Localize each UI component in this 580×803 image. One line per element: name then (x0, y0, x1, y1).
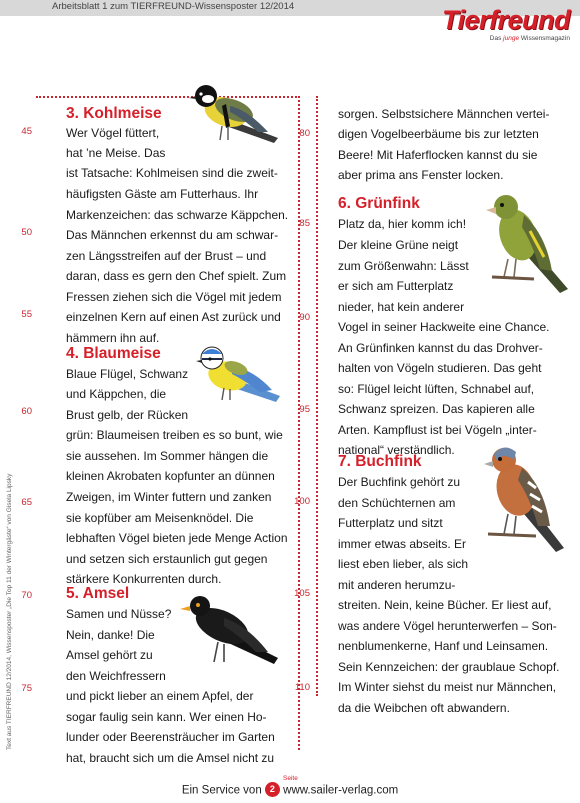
text-line: Das Männchen erkennst du am schwar- (66, 228, 279, 242)
text-line: mit anderen herumzu- (338, 578, 456, 592)
text-line: grün: Blaumeisen treiben es so bunt, wie (66, 428, 283, 442)
text-line: sie kopfüber am Meisenknödel. Die (66, 511, 254, 525)
text-line: den Weichfressern (66, 669, 166, 683)
heading-amsel: 5. Amsel (66, 585, 130, 602)
text-line: halten von Vögeln studieren. Das geht (338, 361, 542, 375)
text-line: Beere! Mit Haferflocken kannst du sie (338, 148, 538, 162)
text-line: aber prima ans Fenster locken. (338, 168, 504, 182)
text-line: und pickt lieber an einem Apfel, der (66, 689, 254, 703)
text-line: lunder oder Beerensträucher im Garten (66, 730, 275, 744)
line-number: 45 (21, 126, 32, 137)
text-line: zum Größenwahn: Lässt (338, 259, 469, 273)
line-number: 60 (21, 406, 32, 417)
text-line: ist Tatsache: Kohlmeisen sind die zweit- (66, 166, 278, 180)
line-number: 50 (21, 227, 32, 238)
text-line: Der Buchfink gehört zu (338, 475, 461, 489)
text-line: digen Vogelbeerbäume bis zur letzten (338, 127, 539, 141)
heading-gruenfink: 6. Grünfink (338, 195, 420, 212)
text-line: Brust gelb, der Rücken (66, 408, 189, 422)
kohlmeise-bird-illustration (186, 80, 282, 148)
text-line: Samen und Nüsse? (66, 607, 172, 621)
text-line: Wer Vögel füttert, (66, 126, 160, 140)
text-line: Blaue Flügel, Schwanz (66, 367, 189, 381)
buchfink-bird-illustration (474, 438, 574, 554)
text-line: Zweigen, im Winter futtern und zanken (66, 490, 272, 504)
text-line: immer etwas abseits. Er (338, 537, 467, 551)
logo-tagline: Das junge Wissensmagazin (489, 35, 570, 42)
text-line: was andere Vögel herunterwerfen – Son- (338, 619, 557, 633)
text-line: und Käppchen, die (66, 387, 167, 401)
text-line: Amsel gehört zu (66, 648, 153, 662)
text-line: und setzen sich erstaunlich gut gegen (66, 552, 268, 566)
source-credit: Text aus TIERFREUND 12/2014, Wissensposter „Die Top 11 der Wintergäste“ von Gisela Lipsky (6, 473, 13, 750)
text-line: streiten. Nein, keine Bücher. Er liest auf, (338, 598, 552, 612)
text-line: Platz da, hier komm ich! (338, 217, 467, 231)
text-line: sogar faulig sein kann. Wer einen Ho- (66, 710, 267, 724)
heading-kohlmeise: 3. Kohlmeise (66, 105, 162, 122)
blaumeise-bird-illustration (194, 342, 284, 406)
text-line: lebhaften Vögel bieten jede Menge Action (66, 531, 288, 545)
text-line: Im Winter siehst du meist nur Männchen, (338, 680, 557, 694)
text-line: Vogel in seiner Hackweite eine Chance. (338, 320, 550, 334)
line-number: 80 (299, 128, 310, 139)
text-line: An Grünfinken kannst du das Drohver- (338, 341, 543, 355)
text-line: Markenzeichen: das schwarze Käppchen. (66, 208, 289, 222)
text-line: Sein Kennzeichen: der graublaue Schopf. (338, 660, 560, 674)
text-line: Nein, danke! Die (66, 628, 155, 642)
footer-service-text: Ein Service von (181, 784, 262, 797)
text-line: Der kleine Grüne neigt (338, 238, 459, 252)
text-line: Futterplatz und sitzt (338, 516, 443, 530)
line-number: 75 (21, 683, 32, 694)
gruenfink-bird-illustration (474, 185, 574, 295)
logo-word: Tierfreund (441, 5, 570, 35)
text-line: so: Flügel leicht lüften, Schnabel auf, (338, 382, 535, 396)
footer (0, 775, 580, 798)
text-line: kleinen Akrobaten kopfunter an dünnen (66, 469, 275, 483)
line-number: 110 (294, 682, 310, 693)
text-line: sie aussehen. Im Sommer hängen die (66, 449, 269, 463)
tierfreund-logo (400, 6, 570, 48)
text-line: nieder, hat kein anderer (338, 300, 465, 314)
line-number: 105 (294, 588, 310, 599)
text-line: hat ’ne Meise. Das (66, 146, 166, 160)
text-line: hat, braucht sich um die Amsel nicht zu (66, 751, 275, 765)
text-line: er sich am Futterplatz (338, 279, 454, 293)
line-number: 55 (21, 309, 32, 320)
line-number: 100 (294, 496, 310, 507)
line-number: 85 (299, 218, 310, 229)
amsel-bird-illustration (178, 592, 284, 670)
line-number: 90 (299, 312, 310, 323)
line-number: 70 (21, 590, 32, 601)
text-line: da die Weibchen oft abwandern. (338, 701, 510, 715)
text-line: häufigsten Gäste am Futterhaus. Ihr (66, 187, 259, 201)
text-line: stärkere Konkurrenten durch. (66, 572, 222, 586)
text-line: liest eben lieber, als sich (338, 557, 469, 571)
text-line: Schwanz spreizen. Das kapieren alle (338, 402, 535, 416)
text-line: nenblumenkerne, Hanf und Leinsamen. (338, 639, 549, 653)
text-line: zen Längsstreifen auf der Brust – und (66, 249, 267, 263)
line-number: 65 (21, 497, 32, 508)
worksheet-title: Arbeitsblatt 1 zum TIERFREUND-Wissensposter 12/2014 (52, 1, 295, 12)
line-number: 95 (299, 404, 310, 415)
text-line: Arten. Kampflust ist bei Vögeln „inter- (338, 423, 537, 437)
text-line: den Schüchternen am (338, 496, 456, 510)
page-number-badge: 2 (265, 782, 280, 797)
text-line: hämmern ihn auf. (66, 331, 160, 345)
text-line: national“ verständlich. (338, 443, 455, 457)
page-label: Seite (283, 775, 298, 782)
publisher-url[interactable]: www.sailer-verlag.com (283, 784, 399, 797)
text-line: einzelnen Kern auf einen Ast zurück und (66, 310, 281, 324)
text-line: Fressen ziehen sich die Vögel mit jedem (66, 290, 282, 304)
text-line: daran, dass es gern den Chef spielt. Zum (66, 269, 287, 283)
heading-blaumeise: 4. Blaumeise (66, 345, 161, 362)
text-line: sorgen. Selbstsichere Männchen vertei- (338, 107, 550, 121)
heading-buchfink: 7. Buchfink (338, 453, 422, 470)
